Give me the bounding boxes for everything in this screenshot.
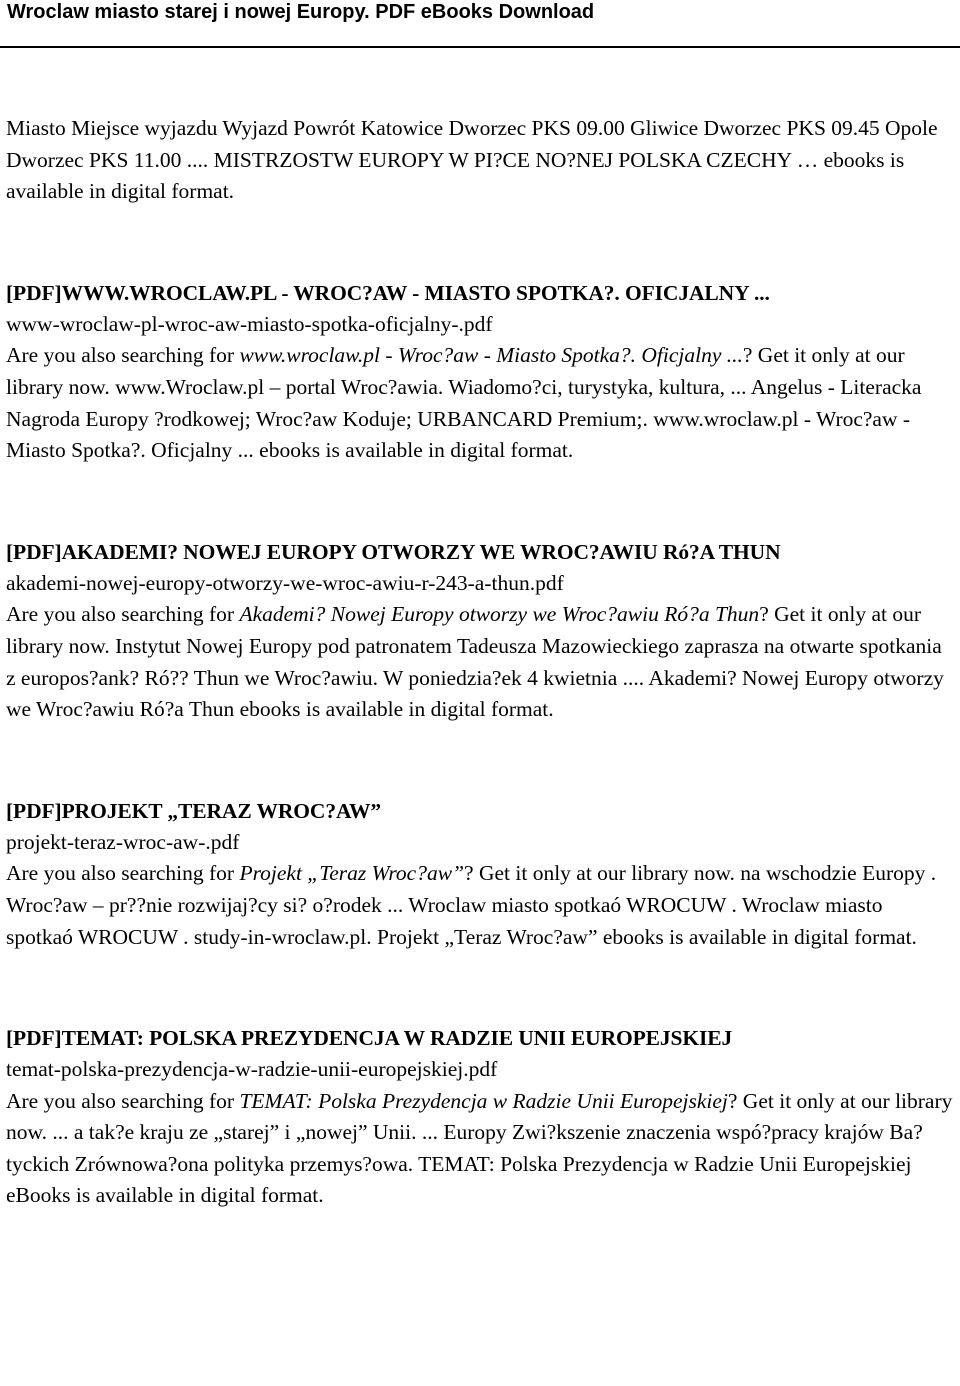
result-filename: projekt-teraz-wroc-aw-.pdf — [6, 829, 240, 854]
result-entry — [6, 277, 954, 467]
result-filename: akademi-nowej-europy-otworzy-we-wroc-awiu-r-243-a-thun.pdf — [6, 570, 564, 595]
page-title: Wroclaw miasto starej i nowej Europy. PDF eBooks Download — [7, 1, 595, 23]
result-prefix: Are you also searching for — [6, 343, 240, 368]
result-query: Projekt „Teraz Wroc?aw” — [239, 861, 465, 886]
intro-section — [6, 113, 954, 208]
result-title[interactable]: [PDF]WWW.WROCLAW.PL - WROC?AW - MIASTO SPOTKA?. OFICJALNY ... — [6, 280, 770, 305]
result-entry — [6, 536, 954, 726]
result-title[interactable]: [PDF]AKADEMI? NOWEJ EUROPY OTWORZY WE WROC?AWIU Ró?A THUN — [6, 539, 781, 564]
result-entry — [6, 795, 954, 953]
result-description — [6, 599, 954, 725]
result-query: Akademi? Nowej Europy otworzy we Wroc?awiu Ró?a Thun — [239, 602, 760, 627]
result-description — [6, 1086, 954, 1212]
result-title[interactable]: [PDF]TEMAT: POLSKA PREZYDENCJA W RADZIE UNII EUROPEJSKIEJ — [6, 1026, 733, 1051]
result-query: TEMAT: Polska Prezydencja w Radzie Unii Europejskiej — [239, 1088, 728, 1113]
page-header — [0, 0, 960, 48]
header-divider — [0, 46, 960, 48]
result-filename: temat-polska-prezydencja-w-radzie-unii-europejskiej.pdf — [6, 1057, 498, 1082]
result-suffix: ? Get it only at our library now. Instytut Nowej Europy pod patronatem Tadeusza Mazowieckiego zaprasza na otwarte spotkania z europos?ank? Ró?? Thun we Wroc?awiu. W poniedzia?ek 4 kwietnia .... Akademi? Nowej Europy otworzy we Wroc?awiu Ró?a Thun ebooks is available in digital format. — [6, 602, 944, 722]
document-body — [6, 113, 954, 1212]
result-title[interactable]: [PDF]PROJEKT „TERAZ WROC?AW” — [6, 798, 382, 823]
result-entry — [6, 1022, 954, 1212]
result-description — [6, 340, 954, 466]
result-filename: www-wroclaw-pl-wroc-aw-miasto-spotka-oficjalny-.pdf — [6, 311, 493, 336]
result-description — [6, 858, 954, 953]
result-prefix: Are you also searching for — [6, 1088, 240, 1113]
result-prefix: Are you also searching for — [6, 861, 240, 886]
result-suffix: ? Get it only at our library now. www.Wroclaw.pl – portal Wroc?awia. Wiadomo?ci, turystyka, kultura, ... Angelus - Literacka Nagroda Europy ?rodkowej; Wroc?aw Koduje; URBANCARD Premium;. www.wroclaw.pl - Wroc?aw - Miasto Spotka?. Oficjalny ... ebooks is available in digital format. — [6, 343, 922, 463]
result-query: www.wroclaw.pl - Wroc?aw - Miasto Spotka?. Oficjalny ... — [239, 343, 743, 368]
result-prefix: Are you also searching for — [6, 602, 240, 627]
result-suffix: ? Get it only at our library now. na wschodzie Europy . Wroc?aw – pr??nie rozwijaj?cy si? o?rodek ... Wroclaw miasto spotkaó WROCUW . Wroclaw miasto spotkaó WROCUW . study-in-wroclaw.pl. Projekt „Teraz Wroc?aw” ebooks is available in digital format. — [6, 861, 937, 949]
intro-paragraph: Miasto Miejsce wyjazdu Wyjazd Powrót Katowice Dworzec PKS 09.00 Gliwice Dworzec PKS 09.45 Opole Dworzec PKS 11.00 .... MISTRZOSTW EUROPY W PI?CE NO?NEJ POLSKA CZECHY … ebooks is available in digital format. — [6, 116, 938, 204]
result-suffix: ? Get it only at our library now. ... a tak?e kraju ze „starej” i „nowej” Unii. ... Europy Zwi?kszenie znaczenia wspó?pracy krajów Ba?tyckich Zrównowa?ona polityka przemys?owa. TEMAT: Polska Prezydencja w Radzie Unii Europejskiej eBooks is available in digital format. — [6, 1088, 953, 1208]
